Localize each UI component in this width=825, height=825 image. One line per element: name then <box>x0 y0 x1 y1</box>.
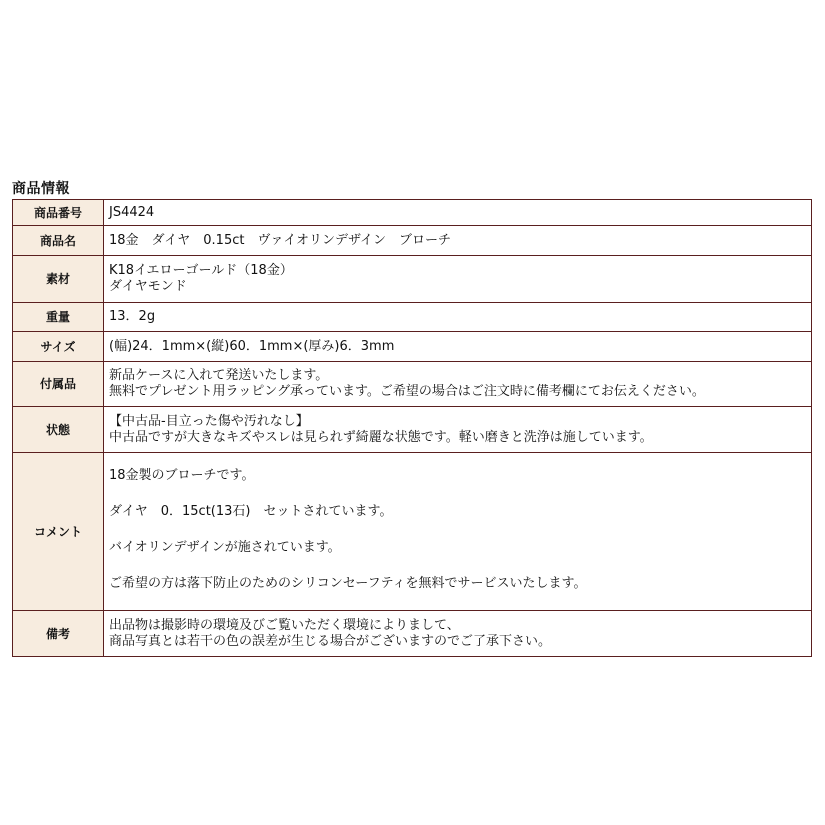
row-item-name <box>13 226 812 256</box>
remarks-line: 出品物は撮影時の環境及びご覧いただく環境によりまして、 <box>109 617 460 633</box>
label-item-number: 商品番号 <box>13 200 104 226</box>
label-accessories: 付属品 <box>13 362 104 407</box>
section-title: 商品情報 <box>12 181 70 197</box>
comment-line: 18金製のブローチです。 <box>109 467 255 483</box>
remarks-line: 商品写真とは若干の色の誤差が生じる場合がございますのでご了承下さい。 <box>109 633 552 649</box>
row-condition <box>13 407 812 453</box>
row-item-number <box>13 200 812 226</box>
label-weight: 重量 <box>13 303 104 332</box>
value-size: (幅)24．1mm×(縦)60．1mm×(厚み)6．3mm <box>104 332 812 362</box>
comment-line: ダイヤ 0．15ct(13石) セットされています。 <box>109 503 393 519</box>
value-accessories <box>104 362 812 407</box>
material-line: K18イエローゴールド（18金） <box>109 263 293 278</box>
value-weight: 13．2g <box>104 303 812 332</box>
label-item-name: 商品名 <box>13 226 104 256</box>
label-comment: コメント <box>13 453 104 611</box>
label-remarks: 備考 <box>13 611 104 657</box>
value-material <box>104 256 812 303</box>
value-comment <box>104 453 812 611</box>
accessories-line: 無料でプレゼント用ラッピング承っています。ご希望の場合はご注文時に備考欄にてお伝えください。 <box>109 384 705 399</box>
value-remarks <box>104 611 812 657</box>
condition-line: 中古品ですが大きなキズやスレは見られず綺麗な状態です。軽い磨きと洗浄は施しています。 <box>109 429 653 445</box>
comment-line: ご希望の方は落下防止のためのシリコンセーフティを無料でサービスいたします。 <box>109 575 587 591</box>
label-size: サイズ <box>13 332 104 362</box>
value-item-number: JS4424 <box>104 200 812 226</box>
row-remarks <box>13 611 812 657</box>
row-weight <box>13 303 812 332</box>
row-material <box>13 256 812 303</box>
product-info-table <box>12 199 812 657</box>
label-material: 素材 <box>13 256 104 303</box>
label-condition: 状態 <box>13 407 104 453</box>
row-size <box>13 332 812 362</box>
material-line: ダイヤモンド <box>109 279 187 294</box>
row-comment <box>13 453 812 611</box>
comment-line: バイオリンデザインが施されています。 <box>109 539 341 555</box>
row-accessories <box>13 362 812 407</box>
value-condition <box>104 407 812 453</box>
accessories-line: 新品ケースに入れて発送いたします。 <box>109 368 329 383</box>
value-item-name: 18金 ダイヤ 0.15ct ヴァイオリンデザイン ブローチ <box>104 226 812 256</box>
condition-line: 【中古品-目立った傷や汚れなし】 <box>109 413 309 429</box>
